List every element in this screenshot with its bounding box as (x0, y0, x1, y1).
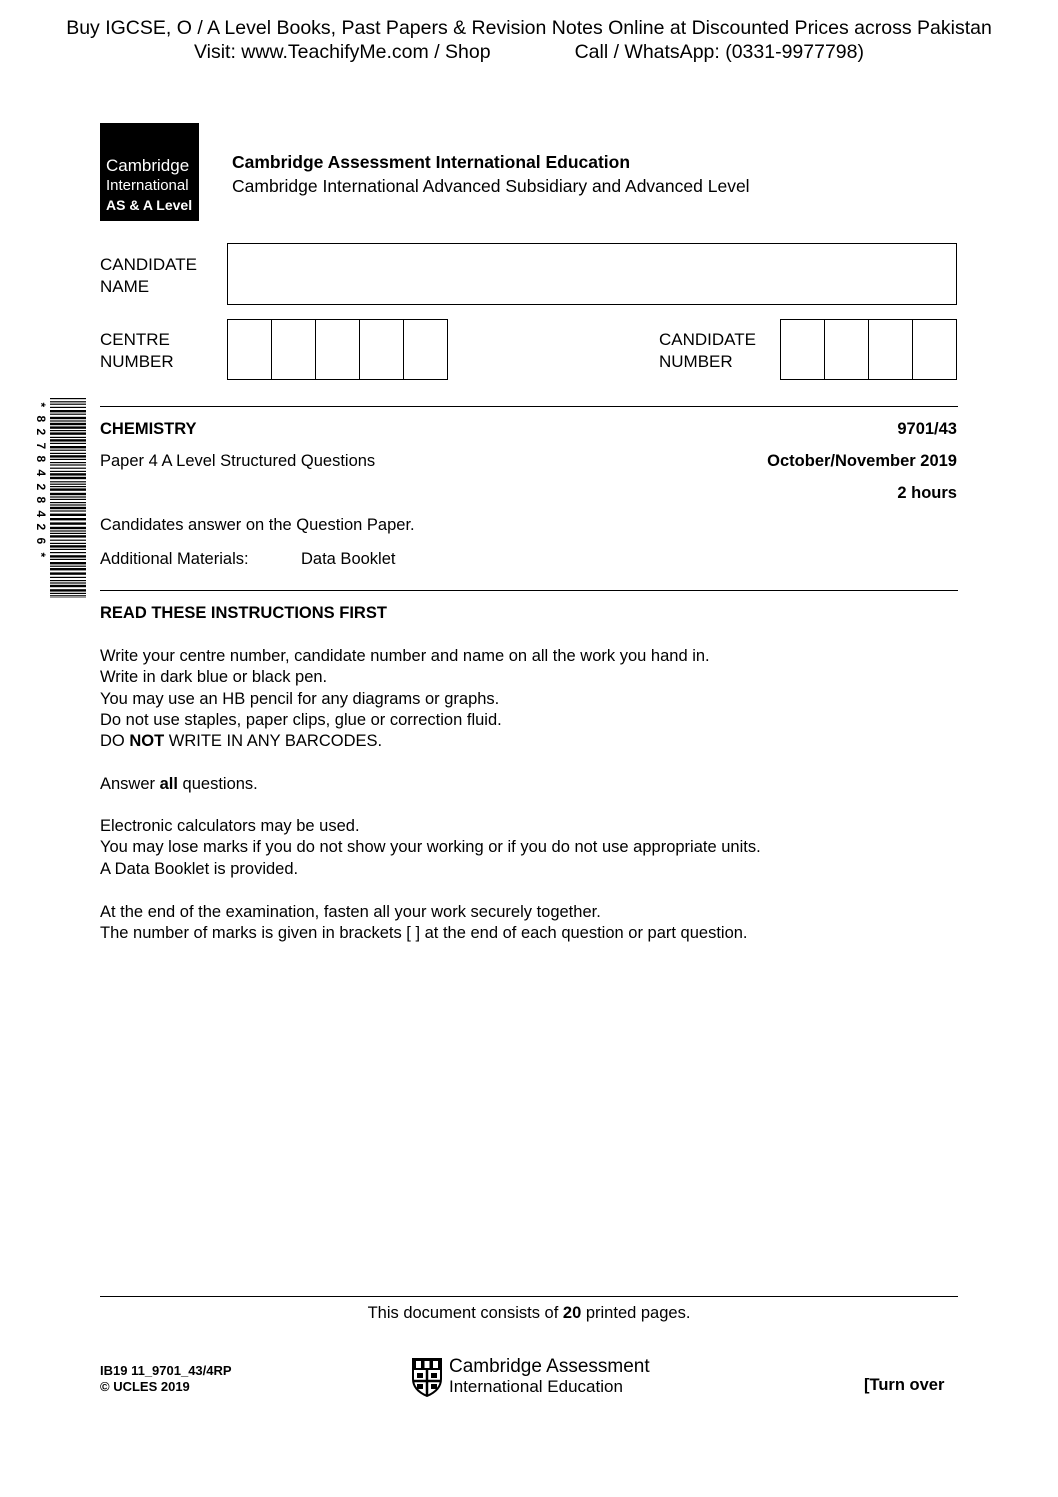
banner-visit: Visit: www.TeachifyMe.com / Shop (193, 41, 491, 63)
barcode-bar (50, 496, 86, 497)
barcode-digit: * (33, 551, 48, 557)
barcode-bar (50, 426, 86, 428)
barcode-bar (50, 401, 86, 402)
candidate-number-digit-box[interactable] (913, 320, 956, 379)
barcode-bar (50, 593, 86, 594)
barcode-bar (50, 484, 86, 485)
barcode-bar (50, 404, 86, 405)
centre-number-digit-box[interactable] (404, 320, 447, 379)
answer-location-note: Candidates answer on the Question Paper. (100, 516, 415, 534)
barcode-bar (50, 455, 86, 457)
candidate-number-label-line2: NUMBER (659, 352, 733, 371)
footer-brand-line-2: International Education (449, 1377, 623, 1396)
instructions-block-3 (100, 816, 761, 880)
organisation-name: Cambridge Assessment International Education (232, 152, 631, 172)
copyright-notice: © UCLES 2019 (100, 1379, 190, 1394)
instruction-text: DO (100, 732, 130, 751)
logo-line-3: AS & A Level (106, 197, 193, 213)
centre-number-digit-box[interactable] (272, 320, 316, 379)
paper-title: Paper 4 A Level Structured Questions (100, 452, 376, 470)
instruction-emphasis: all (159, 775, 178, 793)
candidate-number-digit-box[interactable] (869, 320, 913, 379)
instruction-line: The number of marks is given in brackets [ ] at the end of each question or part question. (100, 924, 748, 943)
barcode-bar (50, 453, 86, 454)
instruction-line: A Data Booklet is provided. (100, 859, 299, 878)
candidate-number-label-line1: CANDIDATE (659, 330, 756, 349)
barcode-bar (50, 473, 86, 475)
barcode-bar (50, 543, 86, 544)
barcode-digit: 4 (33, 469, 48, 477)
divider (100, 590, 958, 591)
barcode-digit: 8 (33, 455, 48, 463)
barcode-bar (50, 580, 86, 581)
barcode-bar (50, 589, 86, 591)
barcode-bar (50, 450, 86, 451)
barcode-bar (50, 398, 86, 399)
barcode-digit: 2 (33, 428, 48, 436)
barcode-bar (50, 518, 86, 520)
instructions-block-4 (100, 902, 748, 945)
barcode-bar (50, 540, 86, 541)
barcode-bar (50, 559, 86, 560)
page-count-number: 20 (562, 1304, 582, 1322)
barcode-digit: 7 (33, 442, 48, 449)
candidate-number-digit-box[interactable] (825, 320, 869, 379)
instructions-block-2 (100, 774, 258, 795)
barcode-bar (50, 527, 86, 529)
barcode-bar (50, 430, 86, 431)
logo-line-2: International (106, 177, 189, 194)
barcode-bar (50, 459, 86, 460)
barcode-digit: * (33, 402, 48, 408)
barcode-bar (50, 414, 86, 415)
barcode-bar (50, 522, 86, 524)
instruction-line: At the end of the examination, fasten all your work securely together. (100, 903, 601, 921)
barcode-bar (50, 439, 86, 441)
instruction-text: questions. (177, 775, 258, 793)
barcode-bar (50, 437, 86, 438)
barcode (50, 398, 86, 598)
barcode-bar (50, 549, 86, 550)
barcode-digit: 6 (33, 537, 48, 545)
candidate-name-label-line2: NAME (100, 277, 150, 296)
divider (100, 406, 958, 407)
paper-code: 9701/43 (897, 420, 957, 438)
centre-number-digit-box[interactable] (360, 320, 404, 379)
barcode-bar (50, 407, 86, 408)
barcode-bar (50, 595, 86, 596)
qualification-name: Cambridge International Advanced Subsidiary and Advanced Level (232, 176, 750, 196)
centre-number-boxes (227, 319, 448, 380)
footer-brand-line-1: Cambridge Assessment (449, 1356, 650, 1377)
barcode-digit: 2 (33, 483, 48, 490)
instruction-line: You may use an HB pencil for any diagrams or graphs. (100, 689, 500, 708)
logo-line-1: Cambridge (106, 156, 190, 175)
instructions-heading: READ THESE INSTRUCTIONS FIRST (100, 604, 387, 622)
instruction-text: WRITE IN ANY BARCODES. (164, 732, 383, 751)
barcode-bar (50, 488, 86, 490)
instructions-block-1 (100, 646, 710, 752)
turn-over-note: [Turn over (864, 1376, 945, 1394)
barcode-bar (50, 468, 86, 469)
barcode-bar (50, 504, 86, 505)
barcode-digits (32, 398, 48, 561)
barcode-bar (50, 535, 86, 537)
banner-line-2 (0, 40, 1058, 64)
barcode-bar (50, 568, 86, 570)
candidate-name-field[interactable] (227, 243, 957, 305)
barcode-bar (50, 432, 86, 434)
candidate-name-label-line1: CANDIDATE (100, 255, 197, 274)
barcode-bar (50, 471, 86, 472)
barcode-bar (50, 446, 86, 448)
barcode-bar (50, 464, 86, 465)
barcode-bar (50, 533, 86, 534)
instruction-emphasis: NOT (129, 732, 165, 751)
page-count-text: printed pages. (581, 1304, 691, 1322)
subject-title: CHEMISTRY (100, 420, 197, 438)
instruction-line-answer-all (100, 774, 258, 795)
centre-number-label-line1: CENTRE (100, 330, 170, 349)
banner-line-1: Buy IGCSE, O / A Level Books, Past Papers & Revision Notes Online at Discounted Prices across Pakistan (66, 17, 992, 39)
barcode-bar (50, 462, 86, 463)
instruction-line: Electronic calculators may be used. (100, 817, 360, 835)
barcode-bar (50, 502, 86, 503)
cambridge-shield-icon (411, 1357, 443, 1397)
barcode-bar (50, 555, 86, 557)
barcode-bar (50, 585, 86, 587)
barcode-bar (50, 443, 86, 444)
barcode-bar (50, 486, 86, 487)
exam-session: October/November 2019 (767, 452, 957, 470)
centre-number-digit-box[interactable] (316, 320, 360, 379)
instruction-line: Write in dark blue or black pen. (100, 668, 328, 687)
materials-label: Additional Materials: (100, 550, 249, 568)
materials-value: Data Booklet (301, 550, 396, 568)
barcode-bar (50, 417, 86, 419)
barcode-bar (50, 545, 86, 547)
barcode-bar (50, 530, 86, 531)
instruction-text: Answer (100, 775, 160, 793)
candidate-number-boxes (780, 319, 957, 380)
candidate-name-label (100, 254, 197, 298)
barcode-digit: 2 (33, 523, 48, 531)
barcode-bar (50, 493, 86, 495)
barcode-bar (50, 577, 86, 578)
barcode-digit: 8 (33, 496, 48, 504)
barcode-digit: 4 (33, 510, 48, 517)
banner-call: Call / WhatsApp: (0331-9977798) (574, 41, 864, 63)
barcode-bar (50, 410, 86, 412)
instruction-line-barcodes (100, 731, 710, 752)
centre-number-label (100, 329, 174, 373)
barcode-bar (50, 510, 86, 511)
barcode-bar (50, 477, 86, 479)
barcode-bar (50, 582, 86, 583)
instruction-line: Do not use staples, paper clips, glue or correction fluid. (100, 710, 502, 729)
barcode-bar (50, 552, 86, 553)
candidate-number-digit-box[interactable] (781, 320, 825, 379)
centre-number-label-line2: NUMBER (100, 352, 174, 371)
cambridge-logo (100, 123, 199, 221)
barcode-bar (50, 566, 86, 567)
exam-duration: 2 hours (897, 484, 957, 502)
barcode-digit: 8 (33, 415, 48, 422)
barcode-bar (50, 572, 86, 574)
document-reference (100, 1363, 232, 1395)
barcode-bar (50, 420, 86, 421)
page-count-text: This document consists of (367, 1304, 563, 1322)
barcode-bar (50, 481, 86, 482)
page-count-note (0, 1304, 1058, 1323)
barcode-bar (50, 514, 86, 516)
footer-divider (100, 1296, 958, 1297)
barcode-bar (50, 499, 86, 500)
barcode-bar (50, 423, 86, 425)
instruction-line: You may lose marks if you do not show your working or if you do not use appropriate units. (100, 838, 761, 857)
reference-code: IB19 11_9701_43/4RP (100, 1363, 232, 1378)
barcode-bar (50, 562, 86, 564)
centre-number-digit-box[interactable] (228, 320, 272, 379)
candidate-number-label (659, 329, 756, 373)
instruction-line: Write your centre number, candidate number and name on all the work you hand in. (100, 647, 710, 665)
barcode-bar (50, 507, 86, 509)
additional-materials (100, 550, 396, 569)
